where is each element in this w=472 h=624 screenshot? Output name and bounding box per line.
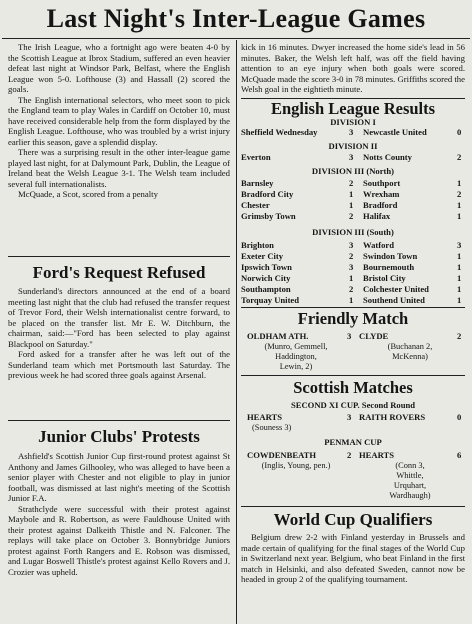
article-paragraph: There was a surprising result in the other inter-league game played last night, for at Dalymount Park, Dublin, the League of Ireland beat the Welsh League 3-1. The Welsh team included several full internationalists. xyxy=(8,147,230,189)
english-results-title: English League Results xyxy=(270,99,436,118)
home-score: 1 xyxy=(349,200,354,210)
away-score: 1 xyxy=(457,211,462,221)
result-row xyxy=(241,178,465,188)
away-team: Bradford xyxy=(363,200,398,210)
away-score: 2 xyxy=(457,331,462,341)
result-row xyxy=(241,240,465,250)
home-team: Barnsley xyxy=(241,178,274,188)
home-team: Grimsby Town xyxy=(241,211,296,221)
away-score: 1 xyxy=(457,178,462,188)
home-team: Everton xyxy=(241,152,271,162)
away-team: Wrexham xyxy=(363,189,400,199)
home-score: 3 xyxy=(349,127,354,137)
article-paragraph: Strathclyde were successful with their protest against Maybole and R. Robertson, as were Fauldhouse United with their protest against Dalkeith Thistle and N. Falconer. The replays will take place on October 3. Bonnybridge Juniors protest against Forth Rangers and E. Robson was dismissed, and Lugar Boswell Thistle's protest against Kello Rovers and J. Crozier was upheld. xyxy=(8,503,230,577)
away-team: Southport xyxy=(363,178,401,188)
article-paragraph: The English international selectors, who meet soon to pick the England team to play Wales in Cardiff on October 10, must have received considerable help from the form displayed by the English League. Lofthouse, who was troubled by a wrist injury earlier this season, gave a splendid display. xyxy=(8,94,230,147)
away-team: Halifax xyxy=(363,211,391,221)
column-divider xyxy=(236,40,237,624)
page-headline: Last Night's Inter-League Games xyxy=(46,4,426,33)
inter-league-article xyxy=(8,42,230,252)
away-team: HEARTS xyxy=(359,450,395,460)
section-rule xyxy=(241,375,465,376)
home-team: HEARTS xyxy=(247,412,283,422)
article-paragraph: McQuade, a Scot, scored from a penalty xyxy=(18,189,158,199)
away-team: Southend United xyxy=(363,295,425,305)
scorer-line: Whittle, xyxy=(396,471,424,480)
away-team: Swindon Town xyxy=(363,251,418,261)
division-label: DIVISION III (North) xyxy=(311,166,395,176)
home-team: Chester xyxy=(241,200,270,210)
result-row xyxy=(241,412,465,422)
away-team: Colchester United xyxy=(363,284,429,294)
article-paragraph: Ford asked for a transfer after he was left out of the Sunderland team which met Portsmouth last Saturday. The previous week he had scored three goals against Arsenal. xyxy=(8,349,230,380)
article-paragraph: kick in 16 minutes. Dwyer increased the home side's lead in 56 minutes. Baker, the Welsh left half, was off the field having attention to an eye injury when both goals were scored. McQuade made the score 3-0 in 78 minutes. Griffiths scored the Welsh goal in the eightieth minute. xyxy=(241,42,465,94)
division-label: DIVISION III (South) xyxy=(312,227,394,237)
away-team: CLYDE xyxy=(359,331,389,341)
home-score: 2 xyxy=(349,211,354,221)
away-score: 1 xyxy=(457,251,462,261)
away-team: Notts County xyxy=(363,152,412,162)
article-paragraph: Belgium drew 2-2 with Finland yesterday in Brussels and made certain of qualifying for the final stages of the World Cup in Switzerland next year. Belgium, who beat Finland in the first match in Helsinki, and also defeated Sweden, cannot now be headed in group 2 of the qualifying tournament. xyxy=(241,532,465,584)
result-row xyxy=(241,262,465,272)
junior-article xyxy=(8,426,230,622)
away-team: Watford xyxy=(363,240,395,250)
away-score: 1 xyxy=(457,273,462,283)
home-score: 1 xyxy=(349,295,354,305)
friendly-title: Friendly Match xyxy=(297,309,409,328)
division-label: DIVISION II xyxy=(328,141,378,151)
ford-article xyxy=(8,262,230,412)
home-scorers: (Inglis, Young, pen.) xyxy=(261,461,331,470)
home-score: 2 xyxy=(349,178,354,188)
away-score: 0 xyxy=(457,127,462,137)
away-score: 1 xyxy=(457,262,462,272)
home-scorers xyxy=(241,342,351,372)
home-score: 2 xyxy=(349,284,354,294)
home-score: 3 xyxy=(347,412,352,422)
home-score: 2 xyxy=(349,251,354,261)
home-team: Sheffield Wednesday xyxy=(241,127,318,137)
away-score: 2 xyxy=(457,152,462,162)
scorer-line: Wardhaugh) xyxy=(389,491,431,500)
away-team: Newcastle United xyxy=(363,127,427,137)
result-row xyxy=(241,189,465,199)
scorer-line: Lewin, 2) xyxy=(279,362,313,371)
away-score: 1 xyxy=(457,295,462,305)
result-row xyxy=(241,127,465,137)
home-score: 3 xyxy=(349,262,354,272)
home-scorers: (Souness 3) xyxy=(252,423,292,432)
away-score: 3 xyxy=(457,240,462,250)
scorer-line: (Conn 3, xyxy=(395,461,425,470)
home-team: Exeter City xyxy=(241,251,284,261)
result-row xyxy=(241,295,465,305)
scorer-line: Urquhart, xyxy=(393,481,427,490)
away-team: Bristol City xyxy=(363,273,406,283)
world-cup-title: World Cup Qualifiers xyxy=(273,510,433,529)
away-team: RAITH ROVERS xyxy=(359,412,426,422)
result-row xyxy=(241,284,465,294)
away-scorers xyxy=(355,342,465,362)
home-score: 3 xyxy=(347,331,352,341)
result-row xyxy=(241,251,465,261)
section-rule xyxy=(241,307,465,308)
away-score: 1 xyxy=(457,200,462,210)
away-team: Bournemouth xyxy=(363,262,415,272)
home-team: Ipswich Town xyxy=(241,262,292,272)
away-score: 0 xyxy=(457,412,462,422)
result-row xyxy=(241,152,465,162)
scorer-line: (Buchanan 2, xyxy=(387,342,433,351)
home-team: OLDHAM ATH. xyxy=(247,331,309,341)
home-score: 2 xyxy=(347,450,352,460)
away-score: 6 xyxy=(457,450,462,460)
home-score: 3 xyxy=(349,152,354,162)
world-cup-article xyxy=(241,532,465,620)
result-row xyxy=(241,450,465,460)
home-score: 3 xyxy=(349,240,354,250)
home-score: 1 xyxy=(349,189,354,199)
article-paragraph: Ashfield's Scottish Junior Cup first-round protest against St Anthony and James Gilhooley, who was alleged to have been a senior player with Chester and not eligible to play in junior football, was dismissed at last night's meeting of the Scottish Junior F.A. xyxy=(8,451,230,503)
friendly-result-row xyxy=(241,331,465,341)
scorer-line: (Munro, Gemmell, xyxy=(264,342,328,351)
inter-league-continuation xyxy=(241,42,465,96)
result-row xyxy=(241,200,465,210)
division-label: DIVISION I xyxy=(330,117,376,127)
result-row xyxy=(241,211,465,221)
junior-title: Junior Clubs' Protests xyxy=(38,427,200,446)
scorer-line: Haddington, xyxy=(275,352,317,361)
article-paragraph: Sunderland's directors announced at the end of a board meeting last night that the club had refused the transfer request of Trevor Ford, their Welsh internationalist centre forward, to be placed on the transfer list. Mr E. W. Ditchburn, the chairman, said:—"Ford has been selected to play against Blackpool on Saturday." xyxy=(8,286,230,349)
scorer-line: McKenna) xyxy=(392,352,428,361)
competition-label: SECOND XI CUP. Second Round xyxy=(290,400,416,410)
home-team: Norwich City xyxy=(241,273,291,283)
section-rule xyxy=(241,506,465,507)
ford-title: Ford's Request Refused xyxy=(32,263,206,282)
competition-label: PENMAN CUP xyxy=(324,437,382,447)
away-scorers xyxy=(355,461,465,501)
home-score: 1 xyxy=(349,273,354,283)
home-team: Brighton xyxy=(241,240,274,250)
home-team: Torquay United xyxy=(241,295,300,305)
home-team: COWDENBEATH xyxy=(247,450,317,460)
home-team: Southampton xyxy=(241,284,291,294)
section-rule xyxy=(8,256,230,257)
scottish-title: Scottish Matches xyxy=(293,378,413,397)
away-score: 1 xyxy=(457,284,462,294)
section-rule xyxy=(8,420,230,421)
home-team: Bradford City xyxy=(241,189,294,199)
headline-rule xyxy=(2,38,470,39)
result-row xyxy=(241,273,465,283)
article-paragraph: The Irish League, who a fortnight ago were beaten 4-0 by the Scottish League at Ibrox Stadium, suffered an even heavier defeat last night at Windsor Park, Belfast, where the English League won 5-0. Lofthouse (3) and Hassall (2) scored the goals. xyxy=(8,42,230,94)
away-score: 2 xyxy=(457,189,462,199)
